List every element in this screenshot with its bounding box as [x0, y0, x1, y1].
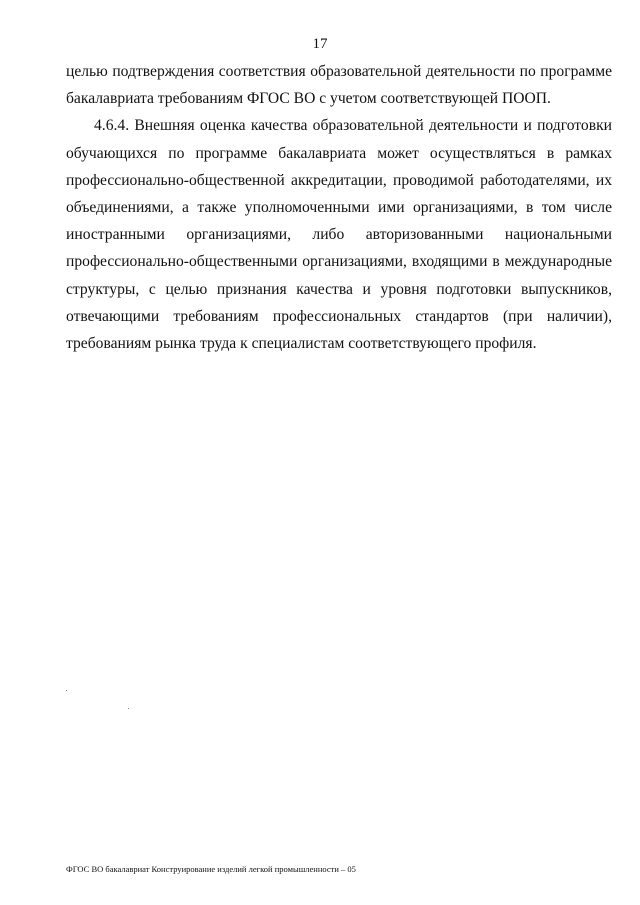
text-line: профессионально-общественной аккредитации, проводимой работодателями, их	[66, 171, 612, 189]
page-footer: ФГОС ВО бакалавриат Конструирование изделий легкой промышленности – 05	[66, 864, 356, 874]
paragraph-continuation	[66, 58, 612, 112]
scan-speck	[128, 708, 129, 709]
scan-speck	[66, 690, 67, 691]
text-line: профессионально-общественными организациями, входящими в международные	[66, 253, 612, 271]
text-line: структуры, с целью признания качества и уровня подготовки выпускников,	[66, 280, 612, 298]
text-line: объединениями, а также уполномоченными ими организациями, в том числе	[66, 199, 612, 217]
text-line: иностранными организациями, либо авторизованными национальными	[66, 226, 612, 244]
paragraph-4-6-4	[66, 112, 612, 357]
text-line: целью подтверждения соответствия образовательной деятельности по программе	[66, 63, 612, 80]
text-line: требованиям рынка труда к специалистам соответствующего профиля.	[66, 335, 537, 353]
text-line: обучающихся по программе бакалавриата может осуществляться в рамках	[66, 144, 612, 162]
text-line: отвечающими требованиям профессиональных стандартов (при наличии),	[66, 307, 612, 325]
text-line: 4.6.4. Внешняя оценка качества образовательной деятельности и подготовки	[94, 117, 612, 135]
page-number: 17	[312, 36, 328, 52]
body-text	[66, 58, 612, 357]
text-line: бакалавриата требованиям ФГОС ВО с учетом соответствующей ПООП.	[66, 90, 551, 108]
